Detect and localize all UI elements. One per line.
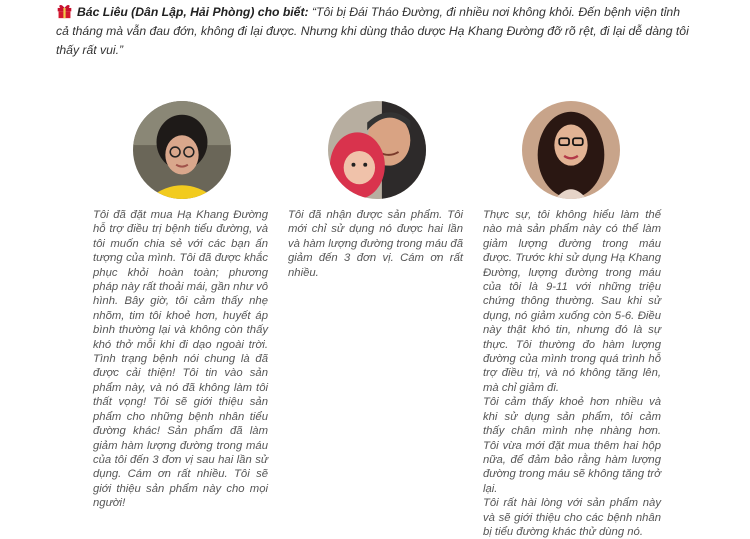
- testimonial-2: [288, 208, 463, 280]
- testimonial-1: [93, 208, 268, 511]
- intro-quote: Bác Liêu (Dân Lập, Hải Phòng) cho biết: “Tôi bị Đái Tháo Đường, đi nhiều nơi không khỏi. Đến bệnh viện tỉnh cả tháng mà vẫn đau đớn, không đi lại được. Nhưng khi dùng thảo dược Hạ Khang Đường đỡ rõ rệt, đi lại dễ dàng tôi thấy rất vui.”: [56, 2, 696, 60]
- testimonial-1-paragraph: Tôi đã đặt mua Hạ Khang Đường hỗ trợ điều trị bệnh tiểu đường, và tôi muốn chia sẻ với các bạn ấn tượng của mình. Tôi đã được khắc phục khỏi hoàn toàn; phương pháp này rất thoải mái, gần như vô hình. Bây giờ, tôi cảm thấy nhẹ nhõm, tim tôi khoẻ hơn, huyết áp bình thường lại và không còn thấy khó thở mỗi khi đi dạo ngoài trời. Tình trạng bệnh nói chung là đã được cải thiện! Tôi tin vào sản phẩm này, và nó đã không làm tôi thất vọng! Tôi sẽ giới thiệu sản phẩm cho những bệnh nhân tiểu đường khác! Sản phẩm đã làm giảm hàm lượng đường trong máu của tôi đến 3 đơn vị sau hai lần sử dụng. Cám ơn rất nhiều. Tôi sẽ giới thiệu sản phẩm này cho mọi người!: [93, 209, 268, 510]
- avatar-grandmother-child: [328, 101, 426, 199]
- testimonial-2-paragraph: Tôi đã nhận được sản phẩm. Tôi mới chỉ sử dụng nó được hai lần và hàm lượng đường trong máu đã giảm đến 3 đơn vị. Cám ơn rất nhiều.: [288, 209, 463, 279]
- testimonial-3-paragraph-1: Thực sự, tôi không hiểu làm thế nào mà sản phẩm này có thể làm giảm lượng đường trong máu được. Trước khi sử dụng Hạ Khang Đường, lượng đường trong máu của tôi là 9-11 với những triệu chứng thông thường. Sau khi sử dụng, nó giảm xuống còn 5-6. Điều này thật khó tin, nhưng đó là sự thực. Tôi thường đo hàm lượng đường của mình trong quá trình hỗ trợ điều trị, và nó không tăng lên, mà chỉ giảm đi.: [483, 209, 661, 394]
- avatar-woman-glasses: [133, 101, 231, 199]
- testimonial-3-paragraph-3: Tôi rất hài lòng với sản phẩm này và sẽ giới thiệu cho các bệnh nhân bị tiểu đường khác thử dùng nó.: [483, 497, 661, 538]
- gift-icon: [56, 2, 73, 19]
- testimonial-3-paragraph-2: Tôi cảm thấy khoẻ hơn nhiều và khi sử dụng sản phẩm, tôi cảm thấy chân mình nhẹ nhàng hơn. Tôi vừa mới đặt mua thêm hai hộp nữa, để đảm bảo rằng hàm lượng đường trong máu sẽ không tăng trở lại.: [483, 396, 661, 495]
- intro-author: Bác Liêu (Dân Lập, Hải Phòng) cho biết: [77, 5, 305, 19]
- intro-text: “Tôi bị Đái Tháo Đường, đi nhiều nơi không khỏi. Đến bệnh viện tỉnh cả tháng mà vẫn đau đớn, không đi lại được. Nhưng khi dùng thảo dược Hạ Khang Đường đỡ rõ rệt, đi lại dễ dàng tôi thấy rất vui.”: [56, 5, 689, 57]
- avatar-woman-dark-hair: [522, 101, 620, 199]
- testimonial-3: [483, 208, 661, 539]
